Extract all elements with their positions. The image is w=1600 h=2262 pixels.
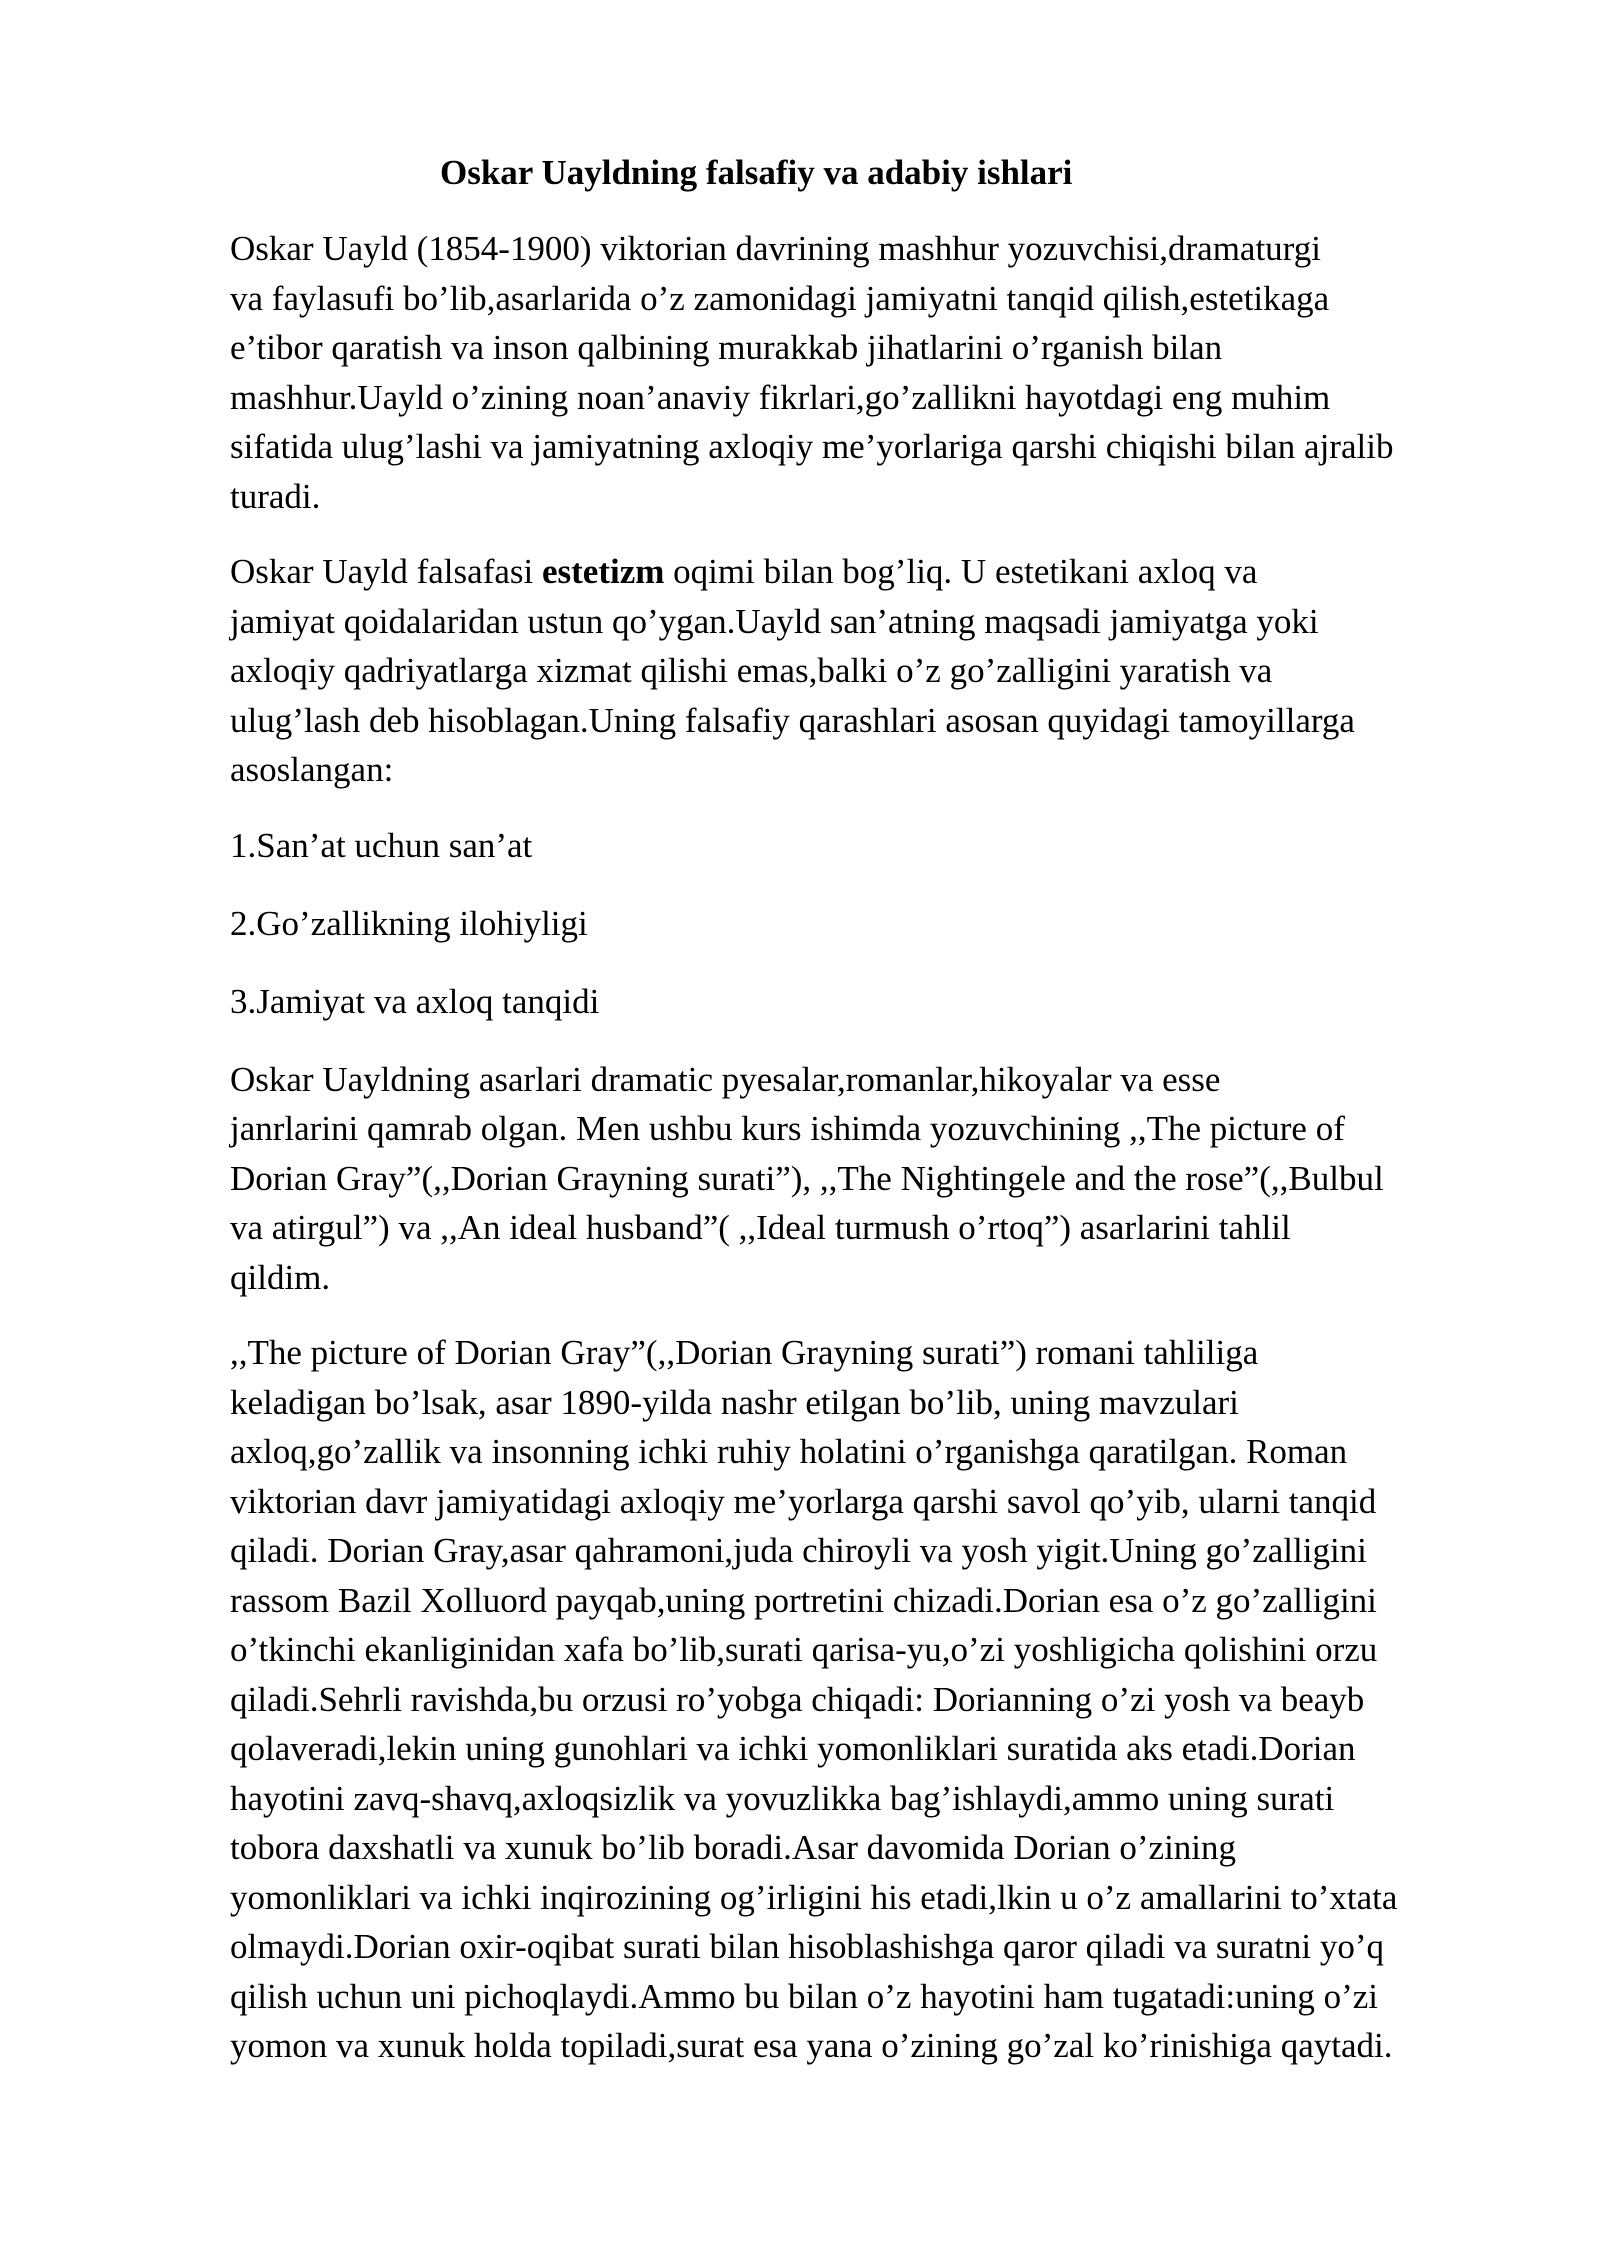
bold-term-estetizm: estetizm [541, 552, 665, 591]
paragraph-intro: Oskar Uayld (1854-1900) viktorian davrining mashhur yozuvchisi,dramaturgi va faylasufi bo’lib,asarlarida o’z zamonidagi jamiyatni tanqid qilish,estetikaga e’tibor qaratish va inson qalbining murakkab jihatlarini o’rganish bilan mashhur.Uayld o’zining noan’anaviy fikrlari,go’zallikni hayotdagi eng muhim sifatida ulug’lashi va jamiyatning axloqiy me’yorlariga qarshi chiqishi bilan ajralib turadi. [230, 229, 1394, 516]
paragraph-works: Oskar Uayldning asarlari dramatic pyesalar,romanlar,hikoyalar va esse janrlarini qamrab olgan. Men ushbu kurs ishimda yozuvchining ,,The picture of Dorian Gray”(,,Dorian Grayning surati”), ,,The Nightingele and the rose”(,,Bulbul va atirgul”) va ,,An ideal husband”( ,,Ideal turmush o’rtoq”) asarlarini tahlil qildim. [230, 1059, 1384, 1297]
document-title: Oskar Uayldning falsafiy va adabiy ishlari [440, 153, 1073, 192]
paragraph-dorian-gray: ,,The picture of Dorian Gray”(,,Dorian Grayning surati”) romani tahliliga keladigan bo’lsak, asar 1890-yilda nashr etilgan bo’lib, uning mavzulari axloq,go’zallik va insonning ichki ruhiy holatini o’rganishga qaratilgan. Roman viktorian davr jamiyatidagi axloqiy me’yorlarga qarshi savol qo’yib, ularni tanqid qiladi. Dorian Gray,asar qahramoni,juda chiroyli va yosh yigit.Uning go’zalligini rassom Bazil Xolluord payqab,uning portretini chizadi.Dorian esa o’z go’zalligini o’tkinchi ekanliginidan xafa bo’lib,surati qarisa-yu,o’zi yoshligicha qolishini orzu qiladi.Sehrli ravishda,bu orzusi ro’yobga chiqadi: Dorianning o’zi yosh va beayb qolaveradi,lekin uning gunohlari va ichki yomonliklari suratida aks etadi.Dorian hayotini zavq-shavq,axloqsizlik va yovuzlikka bag’ishlaydi,ammo uning surati tobora daxshatli va xunuk bo’lib boradi.Asar davomida Dorian o’zining yomonliklari va ichki inqirozining og’irligini his etadi,lkin u o’z amallarini to’xtata olmaydi.Dorian oxir-oqibat surati bilan hisoblashishga qaror qiladi va suratni yo’q qilish uchun uni pichoqlaydi.Ammo bu bilan o’z hayotini ham tugatadi:uning o’zi yomon va xunuk holda topiladi,surat esa yana o’zining go’zal ko’rinishiga qaytadi. [230, 1333, 1398, 2065]
list-item-3: 3.Jamiyat va axloq tanqidi [230, 981, 600, 1021]
list-item-2: 2.Go’zallikning ilohiyligi [230, 903, 588, 943]
paragraph-aestheticism-start: Oskar Uayld falsafasi [230, 552, 542, 591]
list-item-1: 1.San’at uchun san’at [230, 825, 533, 865]
document-body [230, 148, 1520, 2097]
paragraph-aestheticism-rest: oqimi bilan bog’liq. U estetikani axloq va jamiyat qoidalaridan ustun qo’ygan.Uayld san’atning maqsadi jamiyatga yoki axloqiy qadriyatlarga xizmat qilishi emas,balki o’z go’zalligini yaratish va ulug’lash deb hisoblagan.Uning falsafiy qarashlari asosan quyidagi tamoyillarga asoslangan: [230, 552, 1355, 789]
paragraph-aestheticism [230, 547, 1520, 795]
